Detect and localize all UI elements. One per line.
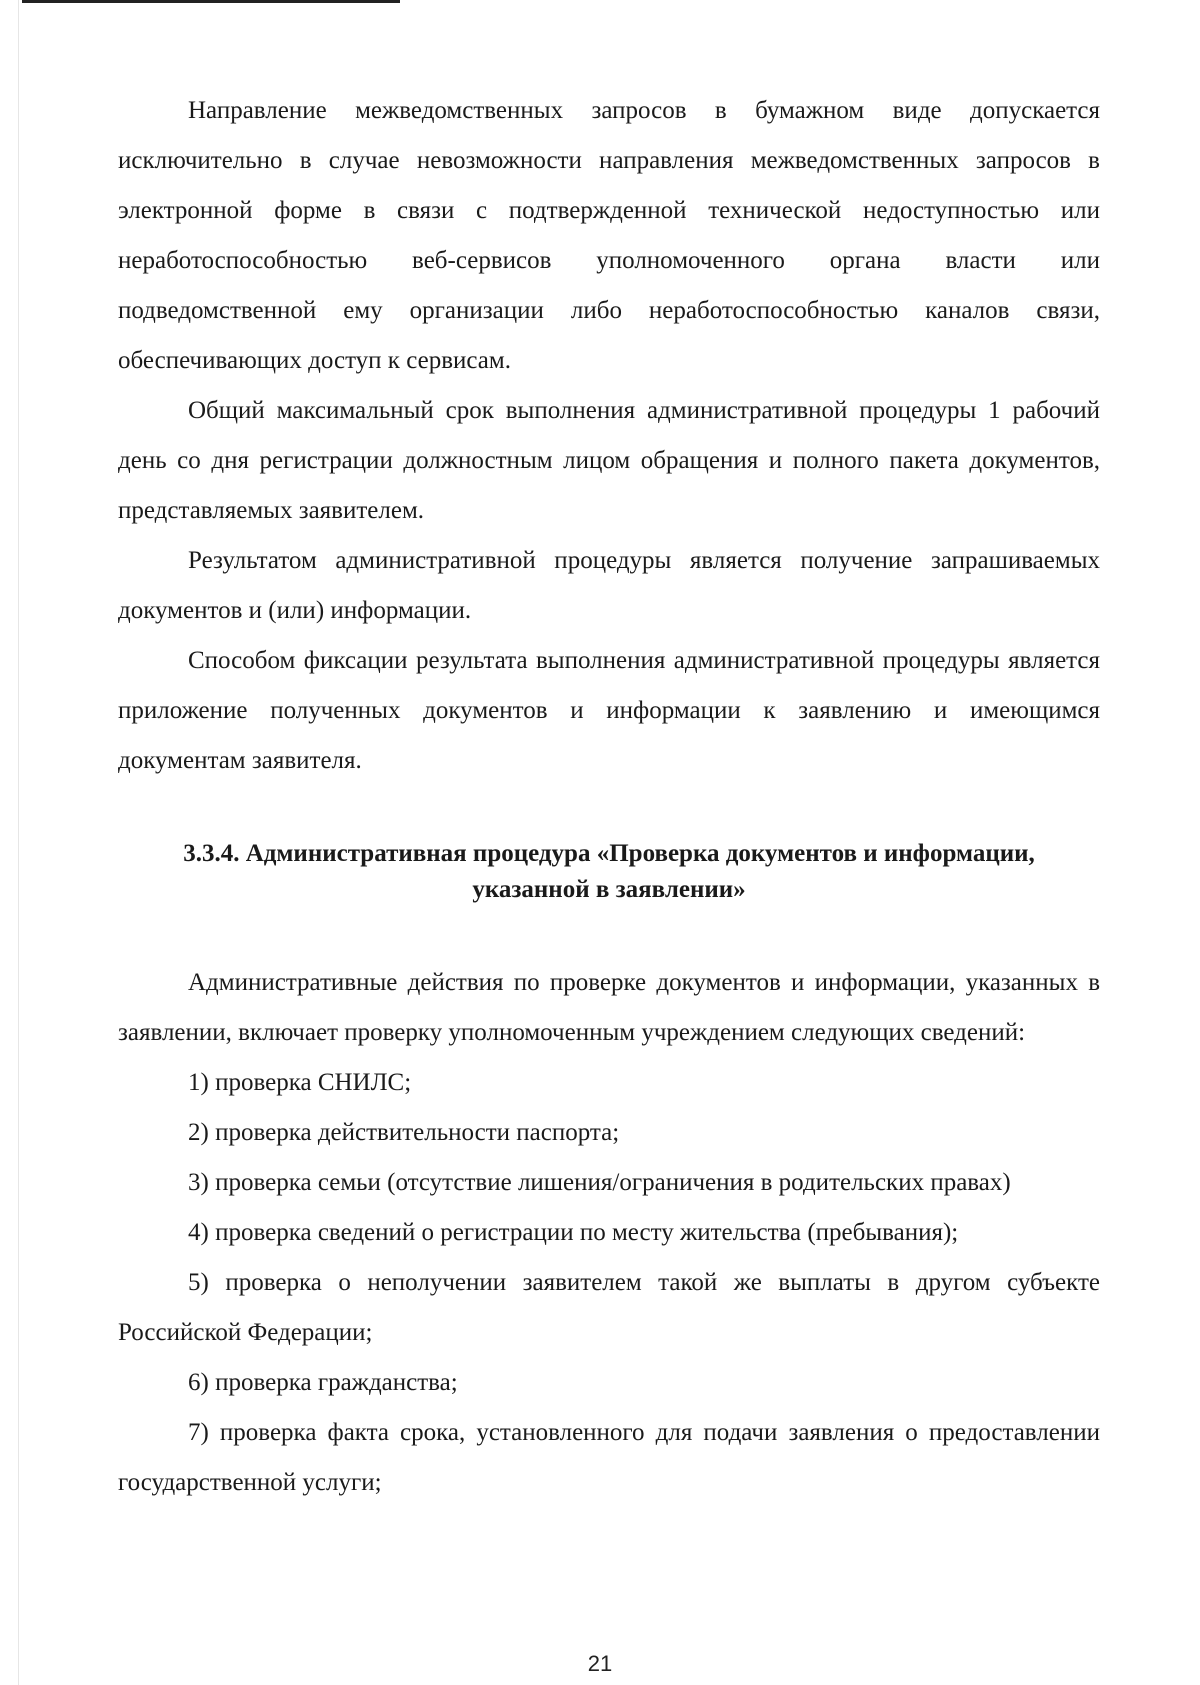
section-heading-line-2: указанной в заявлении» [472,876,746,903]
section-heading [118,836,1100,908]
paragraph-interagency-requests: Направление межведомственных запросов в бумажном виде допускается исключительно в случае невозможности направления межведомственных запросов в электронной форме в связи с подтвержденной технической недоступностью или неработоспособностью веб-сервисов уполномоченного органа власти или подведомственной ему организации либо неработоспособностью каналов связи, обеспечивающих доступ к сервисам. [118,97,1100,374]
list-item: 3) проверка семьи (отсутствие лишения/ограничения в родительских правах) [188,1169,1011,1196]
list-item: 7) проверка факта срока, установленного для подачи заявления о предоставлении государственной услуги; [118,1419,1100,1496]
paragraph-max-term: Общий максимальный срок выполнения административной процедуры 1 рабочий день со дня регистрации должностным лицом обращения и полного пакета документов, представляемых заявителем. [118,397,1100,524]
document-body [118,86,1100,1508]
list-item: 5) проверка о неполучении заявителем такой же выплаты в другом субъекте Российской Федерации; [118,1269,1100,1346]
section-heading-line-1: 3.3.4. Административная процедура «Проверка документов и информации, [183,840,1035,867]
paragraph-fixation-method: Способом фиксации результата выполнения административной процедуры является приложение полученных документов и информации к заявлению и имеющимся документам заявителя. [118,647,1100,774]
list-item: 4) проверка сведений о регистрации по месту жительства (пребывания); [188,1219,959,1246]
top-rule [22,0,400,3]
paragraph-result: Результатом административной процедуры является получение запрашиваемых документов и (или) информации. [118,547,1100,624]
page-number: 21 [587,1651,613,1676]
paragraph-check-intro: Административные действия по проверке документов и информации, указанных в заявлении, включает проверку уполномоченным учреждением следующих сведений: [118,969,1100,1046]
list-item: 6) проверка гражданства; [188,1369,458,1396]
scan-edge-line [18,0,19,1685]
list-item: 2) проверка действительности паспорта; [188,1119,620,1146]
list-item: 1) проверка СНИЛС; [188,1069,412,1096]
